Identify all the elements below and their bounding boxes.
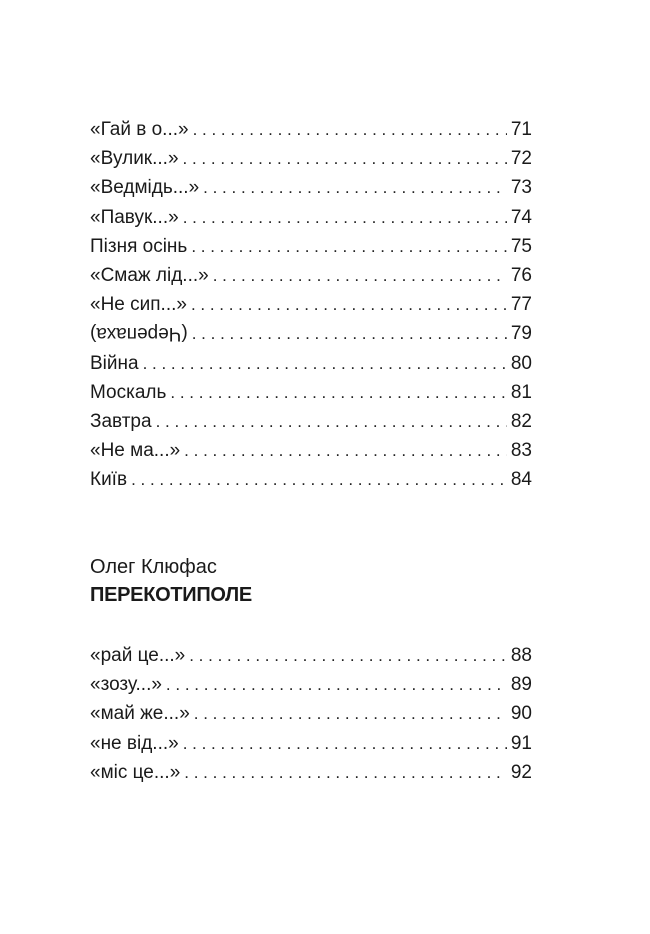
toc-entry-title: «Вулик...» [90, 148, 179, 170]
toc-entry-title: «Гай в о...» [90, 119, 189, 140]
toc-entry[interactable] [90, 115, 532, 144]
table-of-contents-part-2 [90, 641, 532, 787]
table-of-contents-part-1 [90, 115, 532, 494]
toc-entry[interactable] [90, 261, 532, 290]
upside-down-title: (Черепаха) [90, 323, 188, 345]
toc-entry[interactable] [90, 407, 532, 436]
toc-entry-title: Москаль [90, 381, 167, 403]
toc-entry-title: «рай це...» [90, 645, 186, 666]
dot-leader [183, 729, 507, 758]
author-name: Олег Клюфас [90, 556, 217, 578]
dot-leader [191, 232, 507, 261]
dot-leader [194, 699, 507, 728]
toc-entry-title: Завтра [90, 410, 152, 432]
dot-leader [192, 319, 507, 348]
toc-entry-page: 84 [510, 469, 532, 491]
dot-leader [131, 465, 507, 494]
toc-entry-page: 81 [510, 381, 532, 403]
toc-entry[interactable] [90, 203, 532, 232]
toc-entry-page: 73 [510, 177, 532, 199]
toc-entry-page: 79 [510, 323, 532, 345]
toc-entry-page: 76 [510, 264, 532, 286]
toc-entry[interactable] [90, 319, 532, 348]
toc-entry[interactable] [90, 641, 532, 670]
toc-entry[interactable] [90, 173, 532, 202]
toc-entry-page: 83 [510, 440, 532, 462]
toc-entry[interactable] [90, 465, 532, 494]
toc-entry-page: 82 [510, 410, 532, 432]
dot-leader [170, 378, 506, 407]
dot-leader [189, 641, 507, 670]
toc-entry-page: 75 [510, 235, 532, 257]
dot-leader [166, 670, 507, 699]
toc-entry[interactable] [90, 144, 532, 173]
dot-leader [183, 203, 507, 232]
toc-entry-title: «Не сип...» [90, 294, 187, 316]
toc-entry[interactable] [90, 290, 532, 319]
toc-entry-title: «міс це...» [90, 761, 181, 783]
toc-entry-page: 72 [510, 148, 532, 170]
toc-entry-page: 80 [510, 352, 532, 374]
dot-leader [193, 115, 507, 144]
dot-leader [156, 407, 507, 436]
toc-entry[interactable] [90, 699, 532, 728]
toc-entry-title-flipped [90, 319, 192, 348]
toc-entry-title: «Не ма...» [90, 440, 181, 462]
dot-leader [213, 261, 507, 290]
toc-entry[interactable] [90, 670, 532, 699]
toc-entry-title: Київ [90, 469, 128, 491]
toc-entry-page: 71 [510, 119, 532, 140]
section-title: ПЕРЕКОТИПОЛЕ [90, 584, 252, 606]
dot-leader [191, 290, 507, 319]
toc-entry[interactable] [90, 436, 532, 465]
toc-entry[interactable] [90, 729, 532, 758]
toc-entry-title: «Смаж лід...» [90, 264, 209, 286]
toc-entry-page: 90 [510, 703, 532, 725]
toc-entry-title: Війна [90, 352, 139, 374]
dot-leader [184, 436, 507, 465]
toc-entry[interactable] [90, 378, 532, 407]
toc-entry-page: 88 [510, 645, 532, 666]
toc-entry-page: 92 [510, 761, 532, 783]
dot-leader [184, 758, 507, 787]
dot-leader [183, 144, 507, 173]
toc-entry-page: 74 [510, 206, 532, 228]
toc-entry-page: 77 [510, 294, 532, 316]
toc-entry-page: 89 [510, 674, 532, 696]
toc-entry-title: «Павук...» [90, 206, 179, 228]
toc-entry-title: «не від...» [90, 732, 179, 754]
toc-entry[interactable] [90, 232, 532, 261]
toc-entry-title: Пізня осінь [90, 235, 188, 257]
toc-entry-page: 91 [510, 732, 532, 754]
dot-leader [143, 349, 507, 378]
toc-entry-title: «Ведмідь...» [90, 177, 200, 199]
toc-entry-title: «зозу...» [90, 674, 162, 696]
toc-entry[interactable] [90, 758, 532, 787]
toc-entry[interactable] [90, 349, 532, 378]
toc-entry-title: «май же...» [90, 703, 190, 725]
dot-leader [203, 173, 507, 202]
